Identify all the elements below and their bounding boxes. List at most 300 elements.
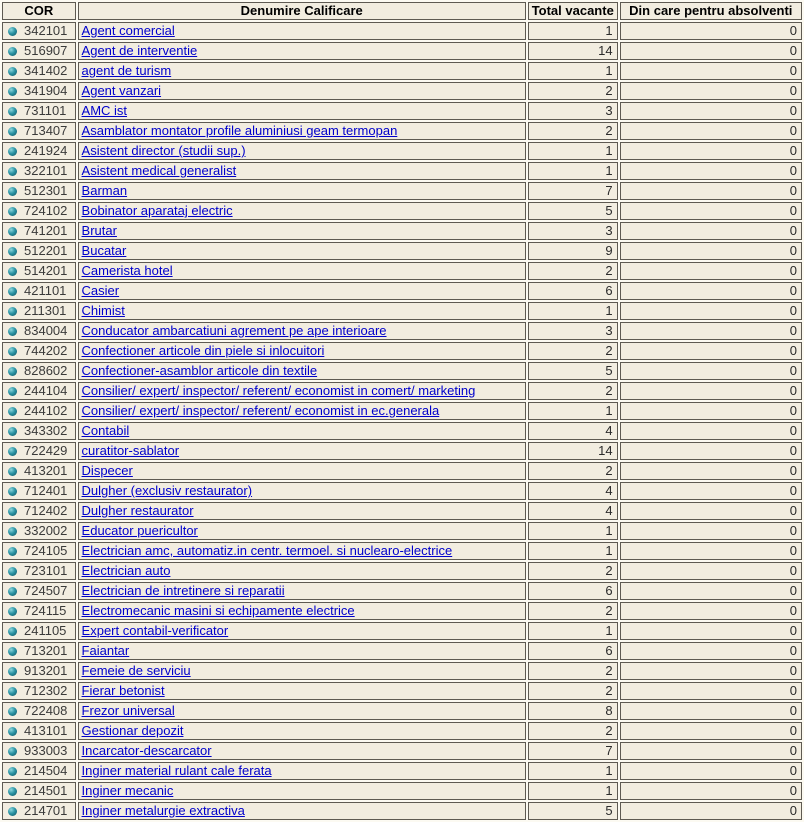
- cor-code: 241924: [24, 143, 68, 158]
- table-row: [2, 362, 802, 380]
- qualification-cell: [78, 442, 526, 460]
- bullet-icon: [8, 207, 17, 216]
- total-vacante-value: 2: [528, 682, 618, 700]
- cor-cell: [2, 622, 76, 640]
- qualification-link[interactable]: Dispecer: [81, 463, 133, 478]
- bullet-icon: [8, 707, 17, 716]
- bullet-icon: [8, 247, 17, 256]
- cor-code: 713201: [24, 643, 68, 658]
- table-row: [2, 382, 802, 400]
- total-vacante-value: 6: [528, 282, 618, 300]
- total-vacante-value: 1: [528, 22, 618, 40]
- cor-code: 722408: [24, 703, 68, 718]
- total-vacante-value: 4: [528, 482, 618, 500]
- qualification-cell: [78, 542, 526, 560]
- cor-cell: [2, 282, 76, 300]
- absolventi-value: 0: [620, 222, 802, 240]
- table-row: [2, 582, 802, 600]
- qualification-link[interactable]: Bucatar: [81, 243, 127, 258]
- total-vacante-value: 4: [528, 502, 618, 520]
- qualification-link[interactable]: Asamblator montator profile aluminiusi geam termopan: [81, 123, 398, 138]
- absolventi-value: 0: [620, 182, 802, 200]
- absolventi-value: 0: [620, 462, 802, 480]
- cor-code: 828602: [24, 363, 68, 378]
- cor-code: 341904: [24, 83, 68, 98]
- qualification-cell: [78, 702, 526, 720]
- table-row: [2, 502, 802, 520]
- cor-code: 724507: [24, 583, 68, 598]
- cor-cell: [2, 162, 76, 180]
- absolventi-value: 0: [620, 562, 802, 580]
- qualification-link[interactable]: Brutar: [81, 223, 117, 238]
- table-row: [2, 602, 802, 620]
- qualification-link[interactable]: curatitor-sablator: [81, 443, 180, 458]
- absolventi-value: 0: [620, 242, 802, 260]
- qualification-link[interactable]: Agent comercial: [81, 23, 175, 38]
- cor-code: 731101: [24, 103, 67, 118]
- bullet-icon: [8, 627, 17, 636]
- qualification-cell: [78, 82, 526, 100]
- qualification-link[interactable]: agent de turism: [81, 63, 172, 78]
- total-vacante-value: 5: [528, 362, 618, 380]
- cor-code: 214504: [24, 763, 68, 778]
- total-vacante-value: 2: [528, 722, 618, 740]
- qualification-link[interactable]: Asistent director (studii sup.): [81, 143, 246, 158]
- total-vacante-value: 2: [528, 562, 618, 580]
- cor-cell: [2, 662, 76, 680]
- cor-code: 322101: [24, 163, 68, 178]
- cor-cell: [2, 182, 76, 200]
- bullet-icon: [8, 307, 17, 316]
- table-row: [2, 482, 802, 500]
- qualification-link[interactable]: Electrician de intretinere si reparatii: [81, 583, 285, 598]
- absolventi-value: 0: [620, 582, 802, 600]
- qualification-cell: [78, 362, 526, 380]
- qualification-cell: [78, 402, 526, 420]
- cor-cell: [2, 362, 76, 380]
- cor-code: 341402: [24, 63, 68, 78]
- total-vacante-value: 14: [528, 42, 618, 60]
- cor-code: 724115: [24, 603, 67, 618]
- bullet-icon: [8, 367, 17, 376]
- qualification-cell: [78, 422, 526, 440]
- qualification-link[interactable]: Expert contabil-verificator: [81, 623, 229, 638]
- absolventi-value: 0: [620, 522, 802, 540]
- total-vacante-value: 7: [528, 742, 618, 760]
- absolventi-value: 0: [620, 422, 802, 440]
- cor-cell: [2, 442, 76, 460]
- cor-cell: [2, 762, 76, 780]
- total-vacante-value: 1: [528, 762, 618, 780]
- qualification-link[interactable]: Agent de interventie: [81, 43, 198, 58]
- absolventi-value: 0: [620, 162, 802, 180]
- absolventi-value: 0: [620, 442, 802, 460]
- cor-cell: [2, 82, 76, 100]
- qualification-cell: [78, 342, 526, 360]
- qualification-cell: [78, 222, 526, 240]
- table-row: [2, 122, 802, 140]
- absolventi-value: 0: [620, 402, 802, 420]
- cor-code: 723101: [24, 563, 68, 578]
- qualification-cell: [78, 482, 526, 500]
- bullet-icon: [8, 127, 17, 136]
- table-row: [2, 762, 802, 780]
- cor-cell: [2, 402, 76, 420]
- table-row: [2, 522, 802, 540]
- absolventi-value: 0: [620, 62, 802, 80]
- qualification-cell: [78, 322, 526, 340]
- cor-code: 712402: [24, 503, 68, 518]
- qualification-link[interactable]: Femeie de serviciu: [81, 663, 191, 678]
- qualification-cell: [78, 562, 526, 580]
- table-row: [2, 642, 802, 660]
- cor-cell: [2, 142, 76, 160]
- qualification-cell: [78, 162, 526, 180]
- bullet-icon: [8, 507, 17, 516]
- cor-cell: [2, 322, 76, 340]
- total-vacante-value: 8: [528, 702, 618, 720]
- total-vacante-value: 1: [528, 522, 618, 540]
- absolventi-value: 0: [620, 382, 802, 400]
- table-row: [2, 342, 802, 360]
- cor-code: 241105: [24, 623, 67, 638]
- cor-code: 514201: [24, 263, 68, 278]
- total-vacante-value: 1: [528, 142, 618, 160]
- qualification-link[interactable]: Agent vanzari: [81, 83, 162, 98]
- qualification-link[interactable]: Casier: [81, 283, 120, 298]
- cor-cell: [2, 782, 76, 800]
- qualification-link[interactable]: Incarcator-descarcator: [81, 743, 212, 758]
- qualification-link[interactable]: Electrician amc, automatiz.in centr. termoel. si nuclearo-electrice: [81, 543, 453, 558]
- bullet-icon: [8, 667, 17, 676]
- bullet-icon: [8, 807, 17, 816]
- bullet-icon: [8, 787, 17, 796]
- cor-cell: [2, 542, 76, 560]
- cor-code: 722429: [24, 443, 68, 458]
- cor-code: 342101: [24, 23, 68, 38]
- table-row: [2, 722, 802, 740]
- header-total-vacante: Total vacante: [528, 2, 618, 20]
- cor-cell: [2, 722, 76, 740]
- bullet-icon: [8, 447, 17, 456]
- total-vacante-value: 2: [528, 382, 618, 400]
- cor-code: 512301: [24, 183, 68, 198]
- cor-code: 933003: [24, 743, 68, 758]
- cor-cell: [2, 742, 76, 760]
- qualification-link[interactable]: Electromecanic masini si echipamente electrice: [81, 603, 355, 618]
- qualification-cell: [78, 582, 526, 600]
- table-row: [2, 202, 802, 220]
- cor-code: 712401: [24, 483, 68, 498]
- cor-code: 834004: [24, 323, 68, 338]
- cor-code: 724102: [24, 203, 68, 218]
- table-row: [2, 322, 802, 340]
- bullet-icon: [8, 587, 17, 596]
- absolventi-value: 0: [620, 622, 802, 640]
- qualification-cell: [78, 762, 526, 780]
- bullet-icon: [8, 387, 17, 396]
- table-row: [2, 662, 802, 680]
- table-row: [2, 462, 802, 480]
- cor-code: 712302: [24, 683, 68, 698]
- total-vacante-value: 3: [528, 222, 618, 240]
- bullet-icon: [8, 167, 17, 176]
- table-row: [2, 622, 802, 640]
- table-row: [2, 542, 802, 560]
- qualification-cell: [78, 122, 526, 140]
- qualification-link[interactable]: Gestionar depozit: [81, 723, 184, 738]
- qualification-link[interactable]: Chimist: [81, 303, 125, 318]
- cor-code: 413201: [24, 463, 68, 478]
- table-row: [2, 222, 802, 240]
- cor-code: 214501: [24, 783, 68, 798]
- qualification-cell: [78, 462, 526, 480]
- cor-code: 244102: [24, 403, 68, 418]
- bullet-icon: [8, 27, 17, 36]
- bullet-icon: [8, 747, 17, 756]
- header-din-care-absolventi: Din care pentru absolventi: [620, 2, 802, 20]
- header-cor: COR: [2, 2, 76, 20]
- total-vacante-value: 2: [528, 342, 618, 360]
- qualification-link[interactable]: Fierar betonist: [81, 683, 165, 698]
- qualification-cell: [78, 642, 526, 660]
- table-row: [2, 422, 802, 440]
- absolventi-value: 0: [620, 142, 802, 160]
- absolventi-value: 0: [620, 342, 802, 360]
- cor-cell: [2, 42, 76, 60]
- table-row: [2, 282, 802, 300]
- bullet-icon: [8, 427, 17, 436]
- qualification-link[interactable]: Conducator ambarcatiuni agrement pe ape interioare: [81, 323, 387, 338]
- qualification-link[interactable]: Asistent medical generalist: [81, 163, 237, 178]
- absolventi-value: 0: [620, 302, 802, 320]
- cor-code: 332002: [24, 523, 68, 538]
- table-row: [2, 182, 802, 200]
- cor-code: 211301: [24, 303, 67, 318]
- table-row: [2, 42, 802, 60]
- table-row: [2, 742, 802, 760]
- cor-cell: [2, 582, 76, 600]
- total-vacante-value: 3: [528, 102, 618, 120]
- qualification-cell: [78, 502, 526, 520]
- absolventi-value: 0: [620, 362, 802, 380]
- qualification-link[interactable]: Frezor universal: [81, 703, 175, 718]
- table-row: [2, 242, 802, 260]
- total-vacante-value: 2: [528, 82, 618, 100]
- cor-cell: [2, 502, 76, 520]
- qualification-link[interactable]: Confectioner articole din piele si inlocuitori: [81, 343, 325, 358]
- absolventi-value: 0: [620, 322, 802, 340]
- cor-cell: [2, 22, 76, 40]
- table-row: [2, 162, 802, 180]
- total-vacante-value: 1: [528, 542, 618, 560]
- qualification-cell: [78, 242, 526, 260]
- bullet-icon: [8, 147, 17, 156]
- bullet-icon: [8, 647, 17, 656]
- absolventi-value: 0: [620, 262, 802, 280]
- total-vacante-value: 1: [528, 302, 618, 320]
- cor-cell: [2, 62, 76, 80]
- total-vacante-value: 2: [528, 262, 618, 280]
- table-row: [2, 402, 802, 420]
- bullet-icon: [8, 267, 17, 276]
- total-vacante-value: 6: [528, 582, 618, 600]
- bullet-icon: [8, 107, 17, 116]
- qualification-link[interactable]: Camerista hotel: [81, 263, 173, 278]
- qualification-cell: [78, 742, 526, 760]
- absolventi-value: 0: [620, 742, 802, 760]
- qualification-link[interactable]: Dulgher restaurator: [81, 503, 194, 518]
- qualification-cell: [78, 522, 526, 540]
- absolventi-value: 0: [620, 782, 802, 800]
- absolventi-value: 0: [620, 642, 802, 660]
- cor-code: 516907: [24, 43, 68, 58]
- qualification-link[interactable]: Consilier/ expert/ inspector/ referent/ economist in comert/ marketing: [81, 383, 476, 398]
- cor-code: 713407: [24, 123, 68, 138]
- qualification-cell: [78, 382, 526, 400]
- qualification-link[interactable]: Contabil: [81, 423, 130, 438]
- absolventi-value: 0: [620, 42, 802, 60]
- total-vacante-value: 6: [528, 642, 618, 660]
- total-vacante-value: 7: [528, 182, 618, 200]
- table-body: [2, 22, 802, 822]
- cor-code: 343302: [24, 423, 68, 438]
- total-vacante-value: 3: [528, 322, 618, 340]
- bullet-icon: [8, 767, 17, 776]
- qualification-cell: [78, 662, 526, 680]
- qualification-link[interactable]: Faiantar: [81, 643, 130, 658]
- table-row: [2, 782, 802, 800]
- table-row: [2, 802, 802, 820]
- total-vacante-value: 1: [528, 782, 618, 800]
- absolventi-value: 0: [620, 22, 802, 40]
- table-row: [2, 102, 802, 120]
- absolventi-value: 0: [620, 82, 802, 100]
- cor-code: 744202: [24, 343, 68, 358]
- cor-cell: [2, 802, 76, 820]
- bullet-icon: [8, 287, 17, 296]
- cor-cell: [2, 202, 76, 220]
- qualification-link[interactable]: Inginer metalurgie extractiva: [81, 803, 245, 818]
- absolventi-value: 0: [620, 542, 802, 560]
- cor-cell: [2, 482, 76, 500]
- total-vacante-value: 2: [528, 602, 618, 620]
- total-vacante-value: 2: [528, 662, 618, 680]
- table-row: [2, 682, 802, 700]
- bullet-icon: [8, 47, 17, 56]
- absolventi-value: 0: [620, 762, 802, 780]
- cor-cell: [2, 382, 76, 400]
- qualification-link[interactable]: Barman: [81, 183, 128, 198]
- absolventi-value: 0: [620, 802, 802, 820]
- qualification-link[interactable]: Bobinator aparataj electric: [81, 203, 233, 218]
- qualification-link[interactable]: Consilier/ expert/ inspector/ referent/ economist in ec.generala: [81, 403, 440, 418]
- table-row: [2, 142, 802, 160]
- bullet-icon: [8, 407, 17, 416]
- bullet-icon: [8, 527, 17, 536]
- cor-cell: [2, 682, 76, 700]
- qualification-cell: [78, 722, 526, 740]
- qualification-cell: [78, 202, 526, 220]
- total-vacante-value: 5: [528, 802, 618, 820]
- absolventi-value: 0: [620, 202, 802, 220]
- cor-code: 421101: [24, 283, 67, 298]
- cor-cell: [2, 522, 76, 540]
- qualification-link[interactable]: Inginer material rulant cale ferata: [81, 763, 272, 778]
- cor-code: 413101: [24, 723, 68, 738]
- absolventi-value: 0: [620, 662, 802, 680]
- bullet-icon: [8, 567, 17, 576]
- cor-code: 214701: [24, 803, 68, 818]
- qualification-link[interactable]: Confectioner-asamblor articole din textile: [81, 363, 318, 378]
- total-vacante-value: 1: [528, 62, 618, 80]
- bullet-icon: [8, 87, 17, 96]
- cor-code: 913201: [24, 663, 68, 678]
- qualification-cell: [78, 682, 526, 700]
- absolventi-value: 0: [620, 122, 802, 140]
- header-denumire-calificare: Denumire Calificare: [78, 2, 526, 20]
- total-vacante-value: 1: [528, 622, 618, 640]
- bullet-icon: [8, 487, 17, 496]
- qualification-cell: [78, 282, 526, 300]
- cor-code: 741201: [24, 223, 68, 238]
- qualification-cell: [78, 42, 526, 60]
- bullet-icon: [8, 327, 17, 336]
- absolventi-value: 0: [620, 722, 802, 740]
- bullet-icon: [8, 467, 17, 476]
- qualification-link[interactable]: Electrician auto: [81, 563, 171, 578]
- bullet-icon: [8, 727, 17, 736]
- absolventi-value: 0: [620, 502, 802, 520]
- cor-code: 512201: [24, 243, 68, 258]
- qualification-link[interactable]: Educator puericultor: [81, 523, 198, 538]
- cor-cell: [2, 642, 76, 660]
- bullet-icon: [8, 607, 17, 616]
- cor-cell: [2, 242, 76, 260]
- table-row: [2, 702, 802, 720]
- cor-cell: [2, 702, 76, 720]
- total-vacante-value: 1: [528, 402, 618, 420]
- bullet-icon: [8, 187, 17, 196]
- bullet-icon: [8, 547, 17, 556]
- cor-cell: [2, 262, 76, 280]
- qualification-cell: [78, 102, 526, 120]
- cor-cell: [2, 462, 76, 480]
- qualification-cell: [78, 142, 526, 160]
- bullet-icon: [8, 67, 17, 76]
- qualification-cell: [78, 62, 526, 80]
- total-vacante-value: 1: [528, 162, 618, 180]
- table-row: [2, 442, 802, 460]
- cor-code: 724105: [24, 543, 68, 558]
- qualification-link[interactable]: Inginer mecanic: [81, 783, 174, 798]
- table-row: [2, 302, 802, 320]
- total-vacante-value: 2: [528, 122, 618, 140]
- qualification-link[interactable]: Dulgher (exclusiv restaurator): [81, 483, 253, 498]
- qualification-cell: [78, 302, 526, 320]
- bullet-icon: [8, 347, 17, 356]
- qualification-cell: [78, 622, 526, 640]
- total-vacante-value: 5: [528, 202, 618, 220]
- cor-cell: [2, 102, 76, 120]
- cor-cell: [2, 122, 76, 140]
- absolventi-value: 0: [620, 702, 802, 720]
- qualification-cell: [78, 602, 526, 620]
- total-vacante-value: 2: [528, 462, 618, 480]
- qualification-link[interactable]: AMC ist: [81, 103, 128, 118]
- absolventi-value: 0: [620, 482, 802, 500]
- cor-code: 244104: [24, 383, 68, 398]
